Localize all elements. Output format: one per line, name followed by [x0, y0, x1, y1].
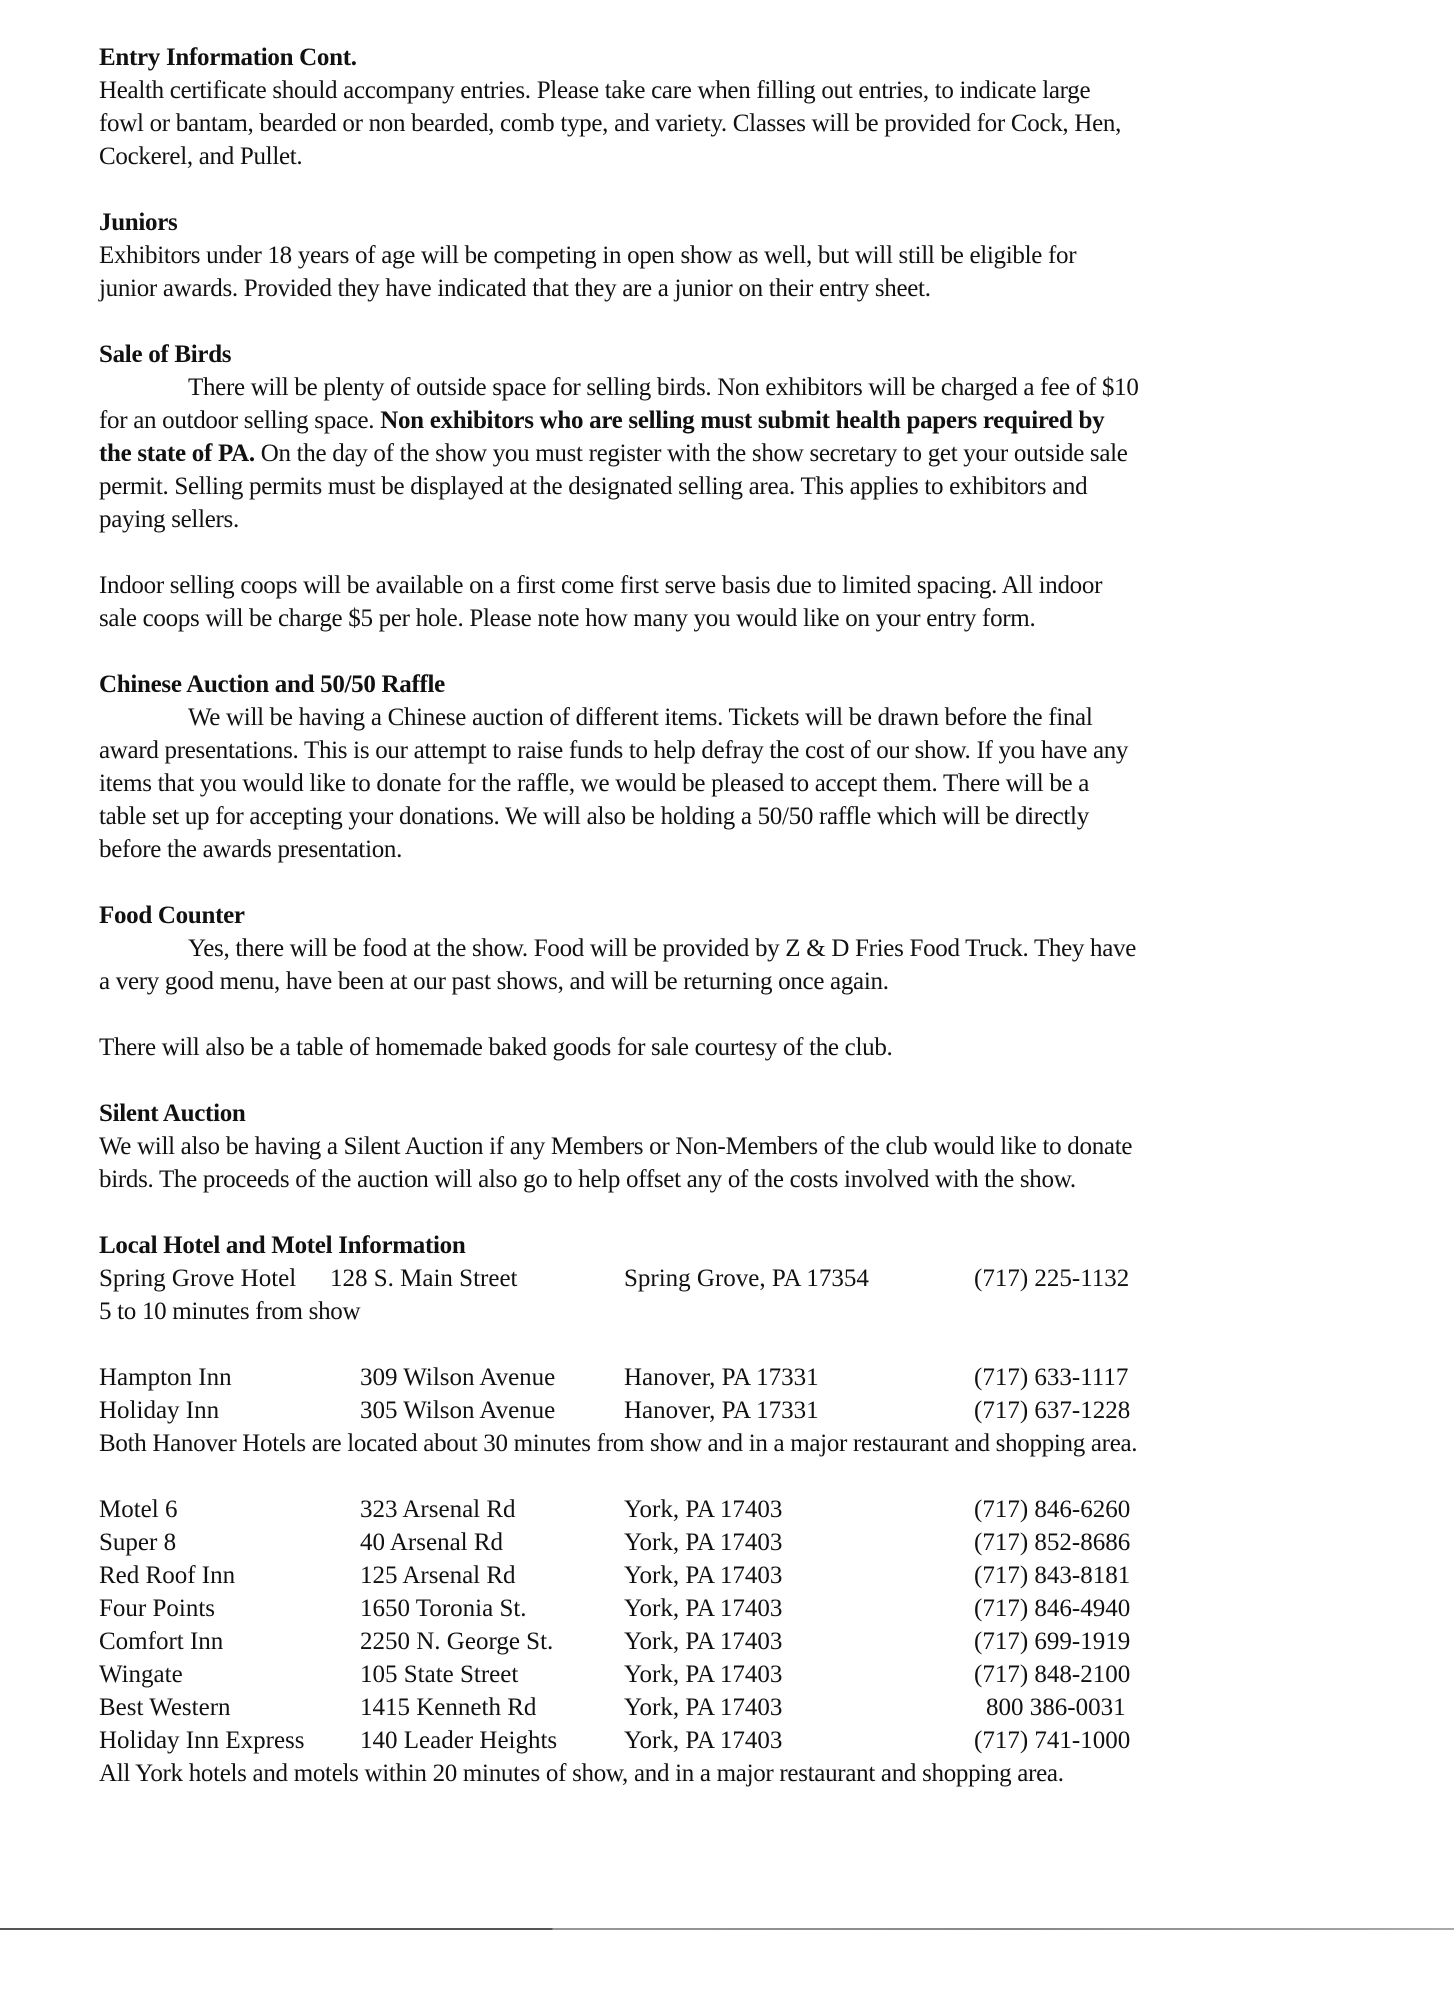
hotel-row — [99, 1559, 1359, 1592]
hotel-city: Hanover, PA 17331 — [624, 1364, 819, 1391]
hotel-phone: (717) 852-8686 — [974, 1529, 1131, 1556]
section-hotel-information — [99, 1229, 1359, 1790]
hotel-row — [99, 1493, 1359, 1526]
section-heading: Chinese Auction and 50/50 Raffle — [99, 671, 445, 698]
hotel-row — [99, 1394, 1359, 1427]
hotel-address: 305 Wilson Avenue — [360, 1397, 556, 1424]
section-sale-of-birds — [99, 338, 1359, 635]
hotel-name: Red Roof Inn — [99, 1562, 236, 1589]
hotel-phone: (717) 741-1000 — [974, 1727, 1131, 1754]
hotel-name: Hampton Inn — [99, 1364, 232, 1391]
hotel-row — [99, 1592, 1359, 1625]
paragraph-line: a very good menu, have been at our past shows, and will be returning once again. — [99, 968, 889, 995]
section-heading: Silent Auction — [99, 1100, 246, 1127]
hotel-city: York, PA 17403 — [624, 1562, 783, 1589]
hotel-city: York, PA 17403 — [624, 1727, 783, 1754]
document-page — [99, 41, 1359, 1790]
hotel-address: 128 S. Main Street — [330, 1265, 518, 1292]
paragraph-line: items that you would like to donate for the raffle, we would be pleased to accept them. There will be a — [99, 770, 1090, 797]
hotel-note: All York hotels and motels within 20 minutes of show, and in a major restaurant and shopping area. — [99, 1760, 1064, 1787]
paragraph-line: award presentations. This is our attempt to raise funds to help defray the cost of our show. If you have any — [99, 737, 1129, 764]
paragraph-line: We will be having a Chinese auction of different items. Tickets will be drawn before the final — [188, 704, 1093, 731]
hotel-name: Holiday Inn — [99, 1397, 220, 1424]
paragraph-line: Indoor selling coops will be available on a first come first serve basis due to limited spacing. All indoor — [99, 572, 1103, 599]
paragraph-line: sale coops will be charge $5 per hole. Please note how many you would like on your entry form. — [99, 605, 1036, 632]
hotel-row — [99, 1526, 1359, 1559]
hotel-phone: (717) 225-1132 — [974, 1265, 1130, 1292]
paragraph-line: permit. Selling permits must be displayed at the designated selling area. This applies to exhibitors and — [99, 473, 1088, 500]
paragraph-line: Cockerel, and Pullet. — [99, 143, 303, 170]
hotel-address: 105 State Street — [360, 1661, 519, 1688]
hotel-address: 2250 N. George St. — [360, 1628, 554, 1655]
hotel-address: 1415 Kenneth Rd — [360, 1694, 537, 1721]
hotel-row — [99, 1361, 1359, 1394]
paragraph-line — [99, 437, 1359, 470]
hotel-row — [99, 1724, 1359, 1757]
section-food-counter — [99, 899, 1359, 1064]
hotel-name: Best Western — [99, 1694, 231, 1721]
paragraph-line — [99, 404, 1359, 437]
section-juniors — [99, 206, 1359, 305]
hotel-address: 323 Arsenal Rd — [360, 1496, 516, 1523]
paragraph-line: table set up for accepting your donations. We will also be holding a 50/50 raffle which will be directly — [99, 803, 1089, 830]
paragraph-line: There will also be a table of homemade baked goods for sale courtesy of the club. — [99, 1034, 893, 1061]
hotel-city: York, PA 17403 — [624, 1694, 783, 1721]
hotel-phone: (717) 637-1228 — [974, 1397, 1131, 1424]
hotel-city: York, PA 17403 — [624, 1661, 783, 1688]
hotel-phone: (717) 633-1117 — [974, 1364, 1129, 1391]
hotel-row — [99, 1625, 1359, 1658]
section-heading: Juniors — [99, 209, 178, 236]
section-heading: Local Hotel and Motel Information — [99, 1232, 466, 1259]
section-silent-auction — [99, 1097, 1359, 1196]
hotel-name: Super 8 — [99, 1529, 177, 1556]
paragraph-line: Health certificate should accompany entries. Please take care when filling out entries, to indicate large — [99, 77, 1091, 104]
text-normal: for an outdoor selling space. — [99, 407, 381, 434]
hotel-name: Comfort Inn — [99, 1628, 224, 1655]
paragraph-line: fowl or bantam, bearded or non bearded, comb type, and variety. Classes will be provided for Cock, Hen, — [99, 110, 1122, 137]
paragraph-line: before the awards presentation. — [99, 836, 403, 863]
hotel-name: Four Points — [99, 1595, 216, 1622]
hotel-phone: (717) 846-4940 — [974, 1595, 1131, 1622]
hotel-city: York, PA 17403 — [624, 1496, 783, 1523]
section-entry-information — [99, 41, 1359, 173]
hotel-city: York, PA 17403 — [624, 1529, 783, 1556]
paragraph-line: paying sellers. — [99, 506, 239, 533]
paragraph-line: birds. The proceeds of the auction will also go to help offset any of the costs involved with the show. — [99, 1166, 1076, 1193]
paragraph-line: Exhibitors under 18 years of age will be competing in open show as well, but will still be eligible for — [99, 242, 1077, 269]
bottom-divider — [0, 1928, 1454, 1930]
hotel-phone: (717) 699-1919 — [974, 1628, 1131, 1655]
section-heading: Entry Information Cont. — [99, 44, 357, 71]
hotel-note: Both Hanover Hotels are located about 30 minutes from show and in a major restaurant and shopping area. — [99, 1430, 1138, 1457]
hotel-name: Holiday Inn Express — [99, 1727, 305, 1754]
hotel-city: Hanover, PA 17331 — [624, 1397, 819, 1424]
text-bold: Non exhibitors who are selling must submit health papers required by — [380, 407, 1105, 434]
paragraph-line: Yes, there will be food at the show. Food will be provided by Z & D Fries Food Truck. They have — [188, 935, 1137, 962]
text-normal: On the day of the show you must register with the show secretary to get your outside sale — [254, 440, 1128, 467]
hotel-city: Spring Grove, PA 17354 — [624, 1265, 869, 1292]
hotel-phone: (717) 848-2100 — [974, 1661, 1131, 1688]
york-hotel-list — [99, 1493, 1359, 1757]
hotel-address: 40 Arsenal Rd — [360, 1529, 504, 1556]
hotel-phone: (717) 843-8181 — [974, 1562, 1131, 1589]
hotel-note: 5 to 10 minutes from show — [99, 1298, 361, 1325]
paragraph-line: junior awards. Provided they have indicated that they are a junior on their entry sheet. — [99, 275, 931, 302]
hotel-address: 309 Wilson Avenue — [360, 1364, 556, 1391]
hotel-phone: (717) 846-6260 — [974, 1496, 1131, 1523]
section-heading: Sale of Birds — [99, 341, 232, 368]
hotel-name: Wingate — [99, 1661, 183, 1688]
paragraph-line: We will also be having a Silent Auction if any Members or Non-Members of the club would like to donate — [99, 1133, 1133, 1160]
hotel-phone: 800 386-0031 — [986, 1694, 1126, 1721]
hotel-address: 1650 Toronia St. — [360, 1595, 527, 1622]
hotel-name: Spring Grove Hotel — [99, 1265, 297, 1292]
hotel-name: Motel 6 — [99, 1496, 178, 1523]
section-heading: Food Counter — [99, 902, 245, 929]
hanover-hotel-list — [99, 1361, 1359, 1427]
hotel-address: 140 Leader Heights — [360, 1727, 558, 1754]
hotel-address: 125 Arsenal Rd — [360, 1562, 516, 1589]
hotel-city: York, PA 17403 — [624, 1595, 783, 1622]
text-bold: the state of PA. — [99, 440, 255, 467]
hotel-row — [99, 1658, 1359, 1691]
hotel-row — [99, 1691, 1359, 1724]
paragraph-line: There will be plenty of outside space for selling birds. Non exhibitors will be charged a fee of $10 — [188, 374, 1139, 401]
section-chinese-auction — [99, 668, 1359, 866]
hotel-city: York, PA 17403 — [624, 1628, 783, 1655]
hotel-row — [99, 1262, 1359, 1295]
